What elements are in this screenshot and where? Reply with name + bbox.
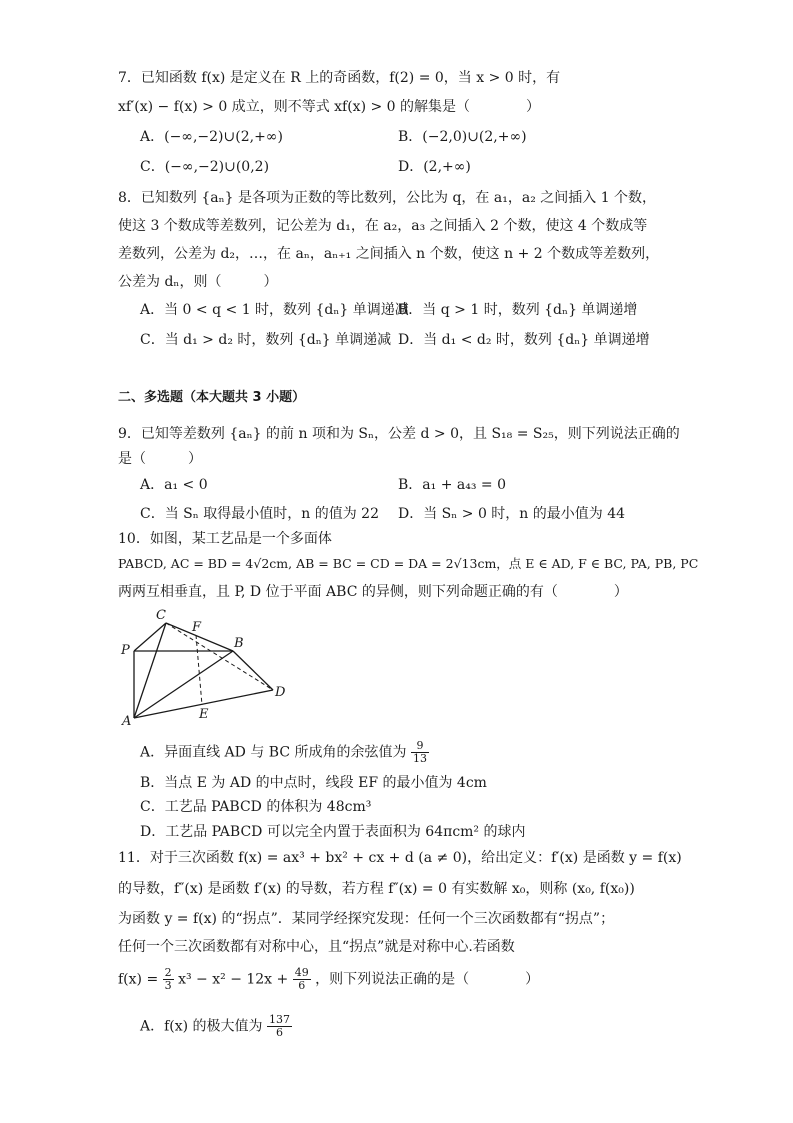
q9-option-b: B．a₁ + a₄₃ = 0 xyxy=(398,477,506,493)
q10-stem-line-3: 两两互相垂直，且 P, D 位于平面 ABC 的异侧，则下列命题正确的有（ ） xyxy=(118,584,628,600)
fig-label-a: A xyxy=(122,714,132,729)
polyhedron-figure xyxy=(118,604,298,729)
q7-option-c: C．(−∞,−2)∪(0,2) xyxy=(140,159,270,175)
q10-option-b: B．当点 E 为 AD 的中点时，线段 EF 的最小值为 4cm xyxy=(140,775,487,791)
q11-stem-line-5 xyxy=(118,967,539,992)
q8-stem-line-2: 使这 3 个数成等差数列，记公差为 d₁，在 a₂，a₃ 之间插入 2 个数，使这 4 个数成等 xyxy=(118,218,648,234)
q10-option-a xyxy=(140,740,429,765)
q8-stem-line-1: 8．已知数列 {aₙ} 是各项为正数的等比数列，公比为 q，在 a₁，a₂ 之间插入 1 个数， xyxy=(118,190,657,206)
q8-option-d: D．当 d₁ < d₂ 时，数列 {dₙ} 单调递增 xyxy=(398,332,650,348)
q7-option-d: D．(2,+∞) xyxy=(398,159,471,175)
q8-option-a: A．当 0 < q < 1 时，数列 {dₙ} 单调递减 xyxy=(140,302,409,318)
fraction xyxy=(411,740,429,765)
fig-label-c: C xyxy=(156,608,166,623)
q9-option-c: C．当 Sₙ 取得最小值时，n 的值为 22 xyxy=(140,506,379,522)
q11-formula-middle: x³ − x² − 12x + xyxy=(178,971,289,988)
fraction xyxy=(293,967,311,992)
q11-stem-line-2: 的导数，f″(x) 是函数 f′(x) 的导数，若方程 f″(x) = 0 有实数解 x₀，则称 (x₀, f(x₀)) xyxy=(118,881,635,897)
q10-option-d: D．工艺品 PABCD 可以完全内置于表面积为 64πcm² 的球内 xyxy=(140,824,526,840)
q11-stem-line-3: 为函数 y = f(x) 的“拐点”．某同学经探究发现：任何一个三次函数都有“拐点”； xyxy=(118,911,615,927)
q9-option-d: D．当 Sₙ > 0 时，n 的最小值为 44 xyxy=(398,506,626,522)
q10-stem-line-1: 10．如图，某工艺品是一个多面体 xyxy=(118,531,332,547)
fraction-numerator: 49 xyxy=(294,966,309,979)
q9-option-a: A．a₁ < 0 xyxy=(140,477,208,493)
fraction xyxy=(267,1014,292,1039)
q11-formula-lhs: f(x) = xyxy=(118,971,159,988)
fraction-denominator: 3 xyxy=(164,979,172,992)
fraction-denominator: 13 xyxy=(412,752,427,765)
q7-stem-line-1: 7．已知函数 f(x) 是定义在 R 上的奇函数，f(2) = 0，当 x > 0 时，有 xyxy=(118,70,561,86)
q11-formula-tail: ，则下列说法正确的是（ ） xyxy=(315,971,540,988)
fraction-numerator: 137 xyxy=(269,1013,291,1026)
q8-stem-line-3: 差数列，公差为 d₂，…，在 aₙ，aₙ₊₁ 之间插入 n 个数，使这 n + 2 个数成等差数列， xyxy=(118,246,660,262)
fraction-numerator: 2 xyxy=(164,966,172,979)
q11-stem-line-4: 任何一个三次函数都有对称中心，且“拐点”就是对称中心.若函数 xyxy=(118,939,515,955)
fig-label-f: F xyxy=(192,620,202,635)
q11-option-a-text: A．f(x) 的极大值为 xyxy=(140,1018,263,1035)
fraction-numerator: 9 xyxy=(411,740,429,753)
fig-label-p: P xyxy=(121,643,130,658)
q11-option-a xyxy=(140,1014,292,1039)
q9-stem-line-2: 是（ ） xyxy=(118,451,202,467)
q10-option-c: C．工艺品 PABCD 的体积为 48cm³ xyxy=(140,799,372,815)
section-heading: 二、多选题（本大题共 3 小题） xyxy=(118,390,306,405)
q8-option-b: B．当 q > 1 时，数列 {dₙ} 单调递增 xyxy=(398,302,638,318)
q10-stem-line-2: PABCD, AC = BD = 4√2cm, AB = BC = CD = DA = 2√13cm，点 E ∈ AD, F ∈ BC, PA, PB, PC xyxy=(118,556,699,571)
fraction-denominator: 6 xyxy=(276,1026,284,1039)
q7-option-a: A．(−∞,−2)∪(2,+∞) xyxy=(140,129,283,145)
fraction-denominator: 6 xyxy=(298,979,306,992)
q7-option-b: B．(−2,0)∪(2,+∞) xyxy=(398,129,527,145)
q9-stem-line-1: 9．已知等差数列 {aₙ} 的前 n 项和为 Sₙ，公差 d > 0，且 S₁₈ = S₂₅，则下列说法正确的 xyxy=(118,426,680,442)
fig-label-b: B xyxy=(234,636,244,651)
fig-label-e: E xyxy=(199,707,209,722)
q8-stem-line-4: 公差为 dₙ，则（ ） xyxy=(118,274,278,290)
q7-stem-line-2: xf′(x) − f(x) > 0 成立，则不等式 xf(x) > 0 的解集是（ ） xyxy=(118,99,541,115)
q11-stem-line-1: 11．对于三次函数 f(x) = ax³ + bx² + cx + d (a ≠ 0)，给出定义：f′(x) 是函数 y = f(x) xyxy=(118,850,682,866)
q10-option-a-text: A．异面直线 AD 与 BC 所成角的余弦值为 xyxy=(140,744,407,761)
fig-label-d: D xyxy=(275,685,286,700)
fraction xyxy=(163,967,174,992)
q8-option-c: C．当 d₁ > d₂ 时，数列 {dₙ} 单调递减 xyxy=(140,332,392,348)
